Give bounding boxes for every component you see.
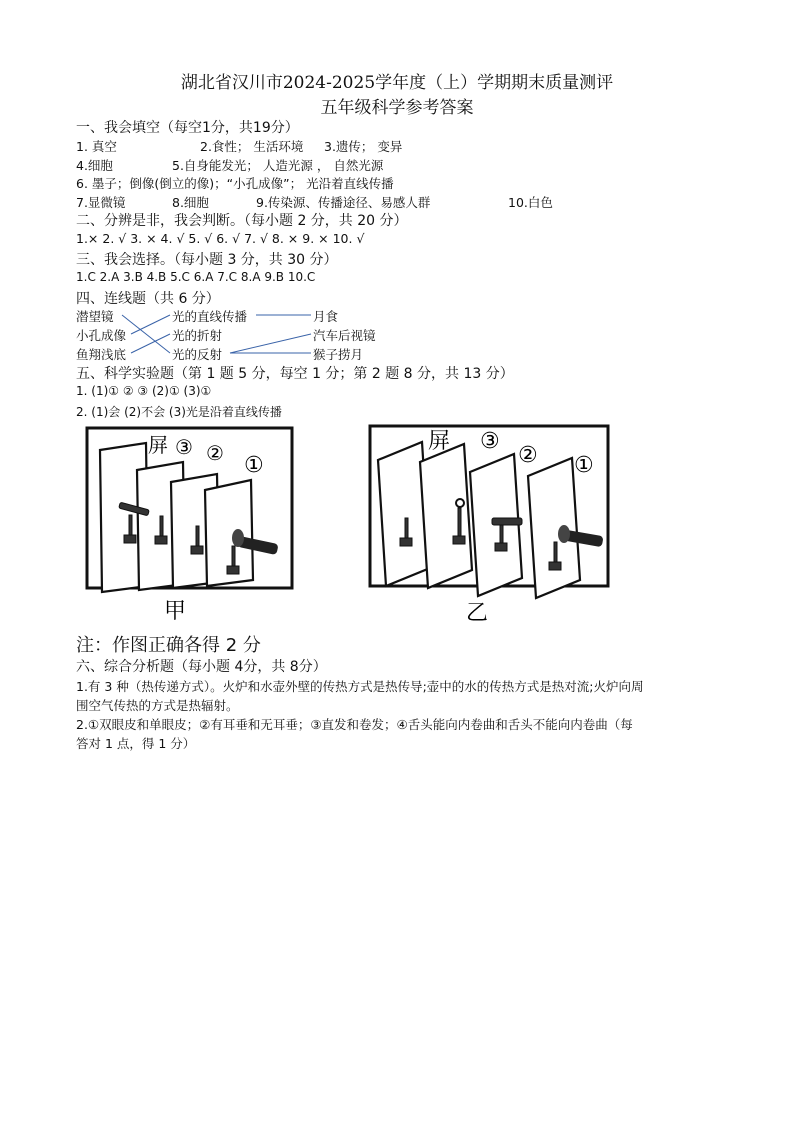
- s1-answer: 10.白色: [508, 195, 553, 210]
- section-3-heading: 三、我会选择。（每小题 3 分，共 30 分）: [76, 252, 338, 268]
- section-4-heading: 四、连线题（共 6 分）: [76, 291, 220, 307]
- s6-answer-1: 1.有 3 种（热传递方式）。火炉和水壶外壁的传热方式是热传导;壶中的水的传热方式是热对流;火炉向周: [76, 679, 644, 694]
- s1-answer: 3.遗传； 变异: [324, 139, 403, 154]
- match-middle-item: 光的折射: [172, 328, 223, 343]
- section-1-heading: 一、我会填空（每空1分，共19分）: [76, 120, 299, 136]
- figure-yi: [370, 426, 608, 626]
- hole-label: ②: [518, 443, 538, 468]
- page-subtitle: 五年级科学参考答案: [320, 98, 474, 118]
- section-2-heading: 二、分辨是非，我会判断。（每小题 2 分，共 20 分）: [76, 213, 408, 229]
- s6-answer-1-cont: 围空气传热的方式是热辐射。: [76, 698, 239, 713]
- section-5-heading: 五、科学实验题（第 1 题 5 分，每空 1 分；第 2 题 8 分，共 13 分）: [76, 366, 514, 382]
- s2-answers: 1.× 2. √ 3. × 4. √ 5. √ 6. √ 7. √ 8. × 9. × 10. √: [76, 231, 365, 246]
- match-line: [230, 334, 311, 353]
- s5-q2-answer: 2. (1)会 (2)不会 (3)光是沿着直线传播: [76, 405, 282, 419]
- match-left-item: 小孔成像: [76, 328, 127, 343]
- figure-jia: [87, 428, 292, 624]
- figure-caption: 乙: [466, 601, 489, 626]
- match-right-item: 汽车后视镜: [313, 328, 376, 343]
- match-middle-item: 光的直线传播: [172, 309, 248, 324]
- section-6-heading: 六、综合分析题（每小题 4分，共 8分）: [76, 659, 327, 675]
- hole-label: ①: [574, 453, 594, 478]
- s5-q1-answer: 1. (1)① ② ③ (2)① (3)①: [76, 384, 212, 398]
- experiment-figures: [0, 420, 794, 630]
- match-line: [131, 334, 170, 353]
- match-left-item: 鱼翔浅底: [76, 347, 127, 362]
- matching-lines: [0, 0, 794, 400]
- screen-label: 屏: [428, 429, 451, 454]
- s6-answer-2-cont: 答对 1 点，得 1 分）: [76, 736, 196, 751]
- s1-answer: 8.细胞: [172, 195, 209, 210]
- hole-label: ①: [244, 453, 264, 478]
- s6-answer-2: 2.①双眼皮和单眼皮；②有耳垂和无耳垂；③直发和卷发；④舌头能向内卷曲和舌头不能向内卷曲（每: [76, 717, 633, 732]
- match-right-item: 猴子捞月: [313, 347, 364, 362]
- figure-note: 注：作图正确各得 2 分: [76, 635, 261, 656]
- s1-answer: 9.传染源、传播途径、易感人群: [256, 195, 431, 210]
- card-1: [528, 458, 580, 598]
- s1-answer: 6. 墨子；倒像(倒立的像)；“小孔成像”； 光沿着直线传播: [76, 176, 394, 191]
- page-title: 湖北省汉川市2024-2025学年度（上）学期期末质量测评: [180, 73, 614, 93]
- match-left-item: 潜望镜: [76, 309, 114, 324]
- s1-answer: 2.食性； 生活环境: [200, 139, 304, 154]
- card-3: [420, 444, 472, 588]
- s1-answer: 4.细胞: [76, 158, 113, 173]
- s1-answer: 1. 真空: [76, 139, 117, 154]
- screen-label: 屏: [148, 433, 168, 457]
- s3-answers: 1.C 2.A 3.B 4.B 5.C 6.A 7.C 8.A 9.B 10.C: [76, 270, 316, 284]
- match-line: [122, 315, 170, 353]
- match-right-item: 月食: [313, 309, 339, 324]
- figure-caption: 甲: [164, 599, 187, 624]
- hole-label: ③: [175, 435, 193, 459]
- s1-answer: 5.自身能发光； 人造光源 ， 自然光源: [172, 158, 384, 173]
- hole-label: ②: [206, 441, 224, 465]
- match-middle-item: 光的反射: [172, 347, 223, 362]
- hole-label: ③: [480, 429, 500, 454]
- s1-answer: 7.显微镜: [76, 195, 126, 210]
- match-line: [131, 315, 170, 334]
